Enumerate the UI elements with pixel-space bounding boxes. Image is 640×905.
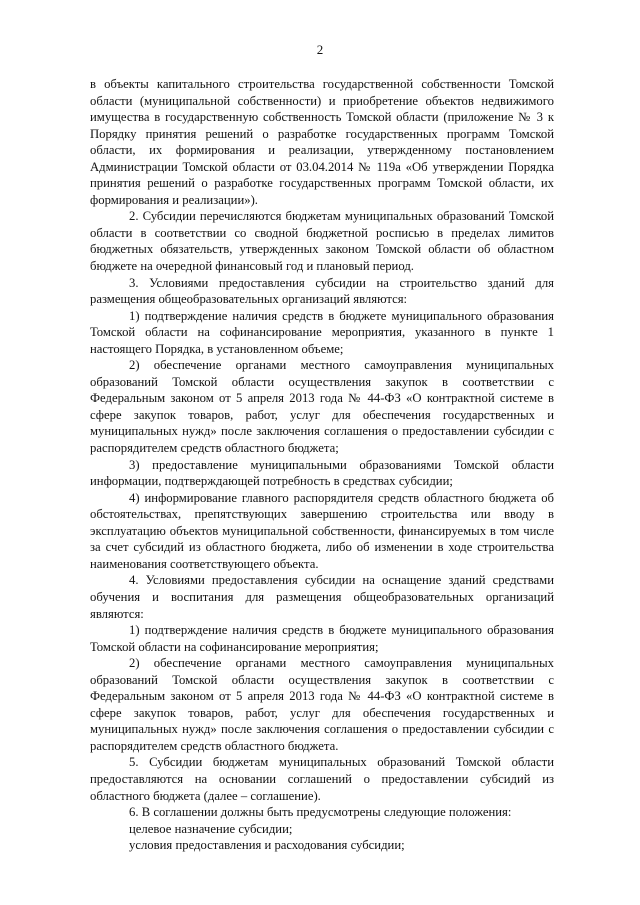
paragraph: 3. Условиями предоставления субсидии на строительство зданий для размещения общеобразовательных организаций являются: bbox=[90, 275, 554, 307]
list-item: 2) обеспечение органами местного самоуправления муниципальных образований Томской области осуществления закупок в соответствии с Федеральным законом от 5 апреля 2013 года № 44-ФЗ «О контрактной системе в сфере закупок товаров, работ, услуг для обеспечения государственных и муниципальных нужд» после заключения соглашения о предоставлении субсидии с распорядителем средств областного бюджета. bbox=[90, 656, 554, 753]
document-body bbox=[90, 76, 554, 854]
list-item: 4) информирование главного распорядителя средств областного бюджета об обстоятельствах, препятствующих завершению строительства или вводу в эксплуатацию объектов муниципальной собственности, финансируемых в том числе за счет субсидий из областного бюджета, либо об изменении в ходе строительства наименования соответствующего объекта. bbox=[90, 490, 554, 571]
list-item: 2) обеспечение органами местного самоуправления муниципальных образований Томской области осуществления закупок в соответствии с Федеральным законом от 5 апреля 2013 года № 44-ФЗ «О контрактной системе в сфере закупок товаров, работ, услуг для обеспечения государственных и муниципальных нужд» после заключения соглашения о предоставлении субсидии с распорядителем средств областного бюджета; bbox=[90, 358, 554, 456]
paragraph: 5. Субсидии бюджетам муниципальных образований Томской области предоставляются на основании соглашений о предоставлении субсидий из областного бюджета (далее – соглашение). bbox=[90, 755, 554, 803]
list-item: 1) подтверждение наличия средств в бюджете муниципального образования Томской области на софинансирование мероприятия, указанного в пункте 1 настоящего Порядка, в установленном объеме; bbox=[90, 308, 554, 356]
list-item: условия предоставления и расходования субсидии; bbox=[129, 838, 405, 853]
paragraph: 4. Условиями предоставления субсидии на оснащение зданий средствами обучения и воспитания для размещения общеобразовательных организаций являются: bbox=[90, 573, 554, 621]
list-item: целевое назначение субсидии; bbox=[129, 821, 293, 836]
page-number: 2 bbox=[316, 42, 324, 57]
paragraph: в объекты капитального строительства государственной собственности Томской области (муниципальной собственности) и приобретение объектов недвижимого имущества в государственную собственность Томской области (приложение № 3 к Порядку принятия решений о разработке государственных программ Томской области, их формирования и реализации, утвержденному постановлением Администрации Томской области от 03.04.2014 № 119а «Об утверждении Порядка принятия решений о разработке государственных программ Томской области, их формирования и реализации»). bbox=[90, 77, 554, 207]
paragraph: 2. Субсидии перечисляются бюджетам муниципальных образований Томской области в соответствии со сводной бюджетной росписью в пределах лимитов бюджетных обязательств, утвержденных законом Томской области об областном бюджете на очередной финансовый год и плановый период. bbox=[90, 209, 554, 274]
list-item: 3) предоставление муниципальными образованиями Томской области информации, подтверждающей потребность в средствах субсидии; bbox=[90, 457, 554, 489]
list-item: 1) подтверждение наличия средств в бюджете муниципального образования Томской области на софинансирование мероприятия; bbox=[90, 623, 554, 654]
paragraph: 6. В соглашении должны быть предусмотрены следующие положения: bbox=[129, 805, 512, 820]
